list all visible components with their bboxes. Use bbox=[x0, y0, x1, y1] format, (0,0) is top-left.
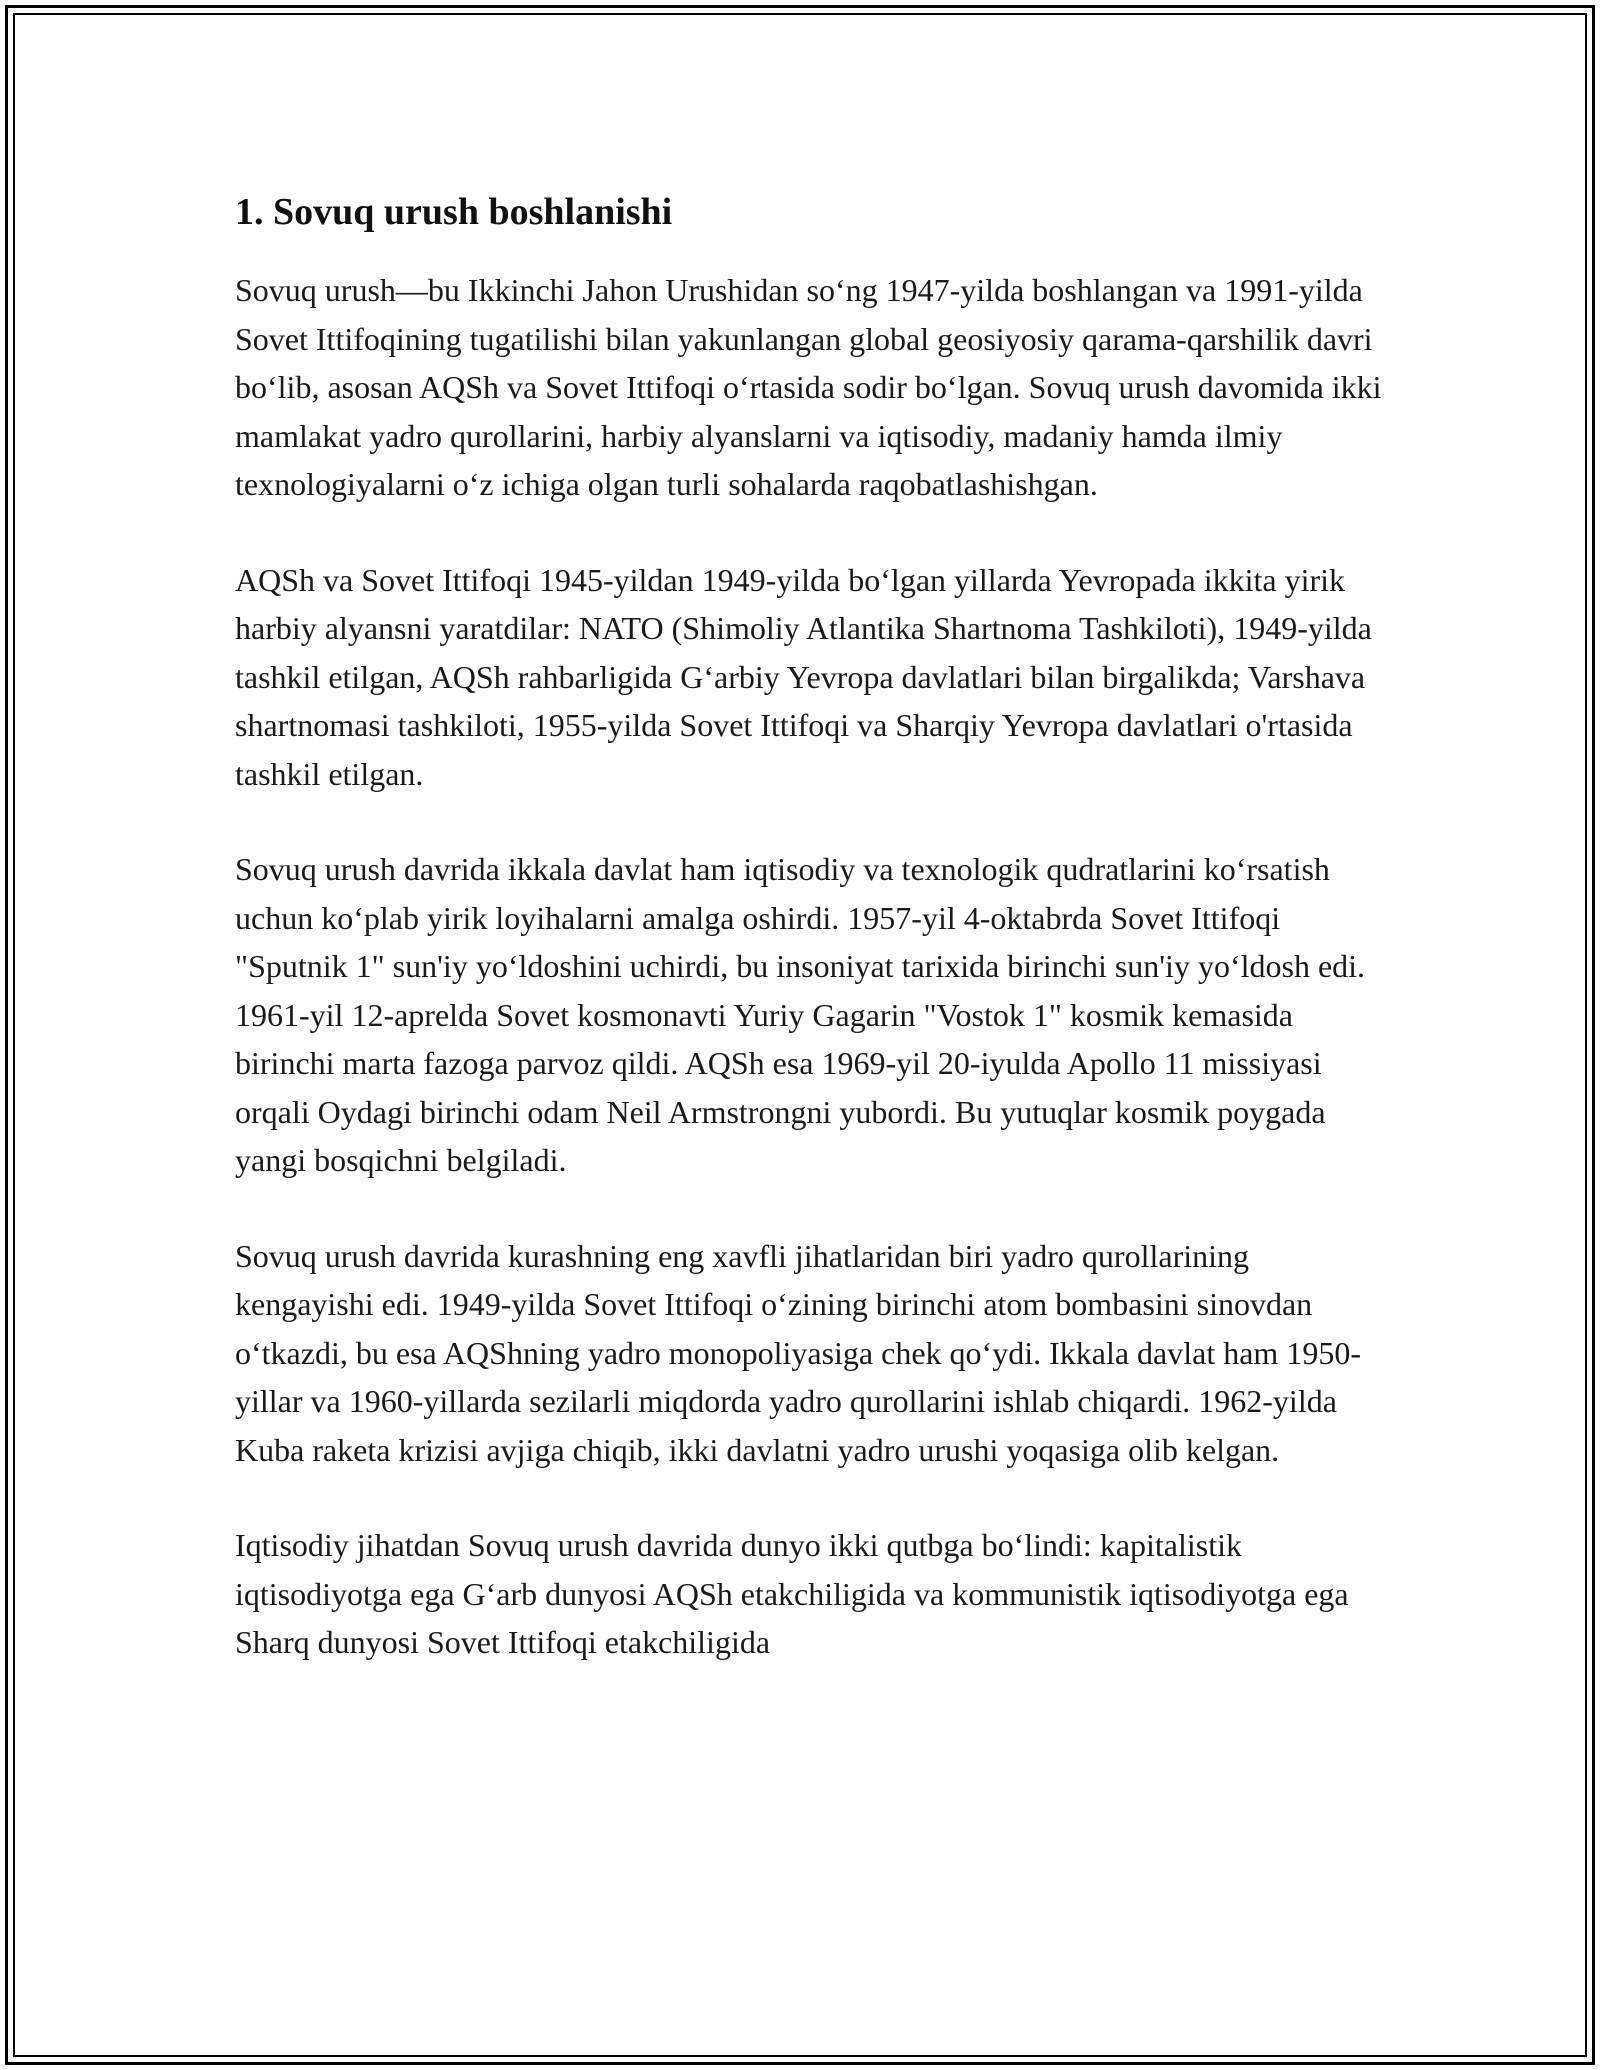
paragraph-nuclear: Sovuq urush davrida kurashning eng xavfli jihatlaridan biri yadro qurollarining kengayishi edi. 1949-yilda Sovet Ittifoqi o‘zining birinchi atom bombasini sinovdan o‘tkazdi, bu esa AQShning yadro monopoliyasiga chek qo‘ydi. Ikkala davlat ham 1950-yillar va 1960-yillarda sezilarli miqdorda yadro qurollarini ishlab chiqardi. 1962-yilda Kuba raketa krizisi avjiga chiqib, ikki davlatni yadro urushi yoqasiga olib kelgan. bbox=[235, 1237, 1361, 1468]
page-title: 1. Sovuq urush boshlanishi bbox=[235, 191, 673, 233]
paragraph-space-race: Sovuq urush davrida ikkala davlat ham iqtisodiy va texnologik qudratlarini ko‘rsatish uchun ko‘plab yirik loyihalarni amalga oshirdi. 1957-yil 4-oktabrda Sovet Ittifoqi "Sputnik 1" sun'iy yo‘ldoshini uchirdi, bu insoniyat tarixida birinchi sun'iy yo‘ldosh edi. 1961-yil 12-aprelda Sovet kosmonavti Yuriy Gagarin "Vostok 1" kosmik kemasida birinchi marta fazoga parvoz qildi. AQSh esa 1969-yil 20-iyulda Apollo 11 missiyasi orqali Oydagi birinchi odam Neil Armstrongni yubordi. Bu yutuqlar kosmik poygada yangi bosqichni belgiladi. bbox=[235, 851, 1366, 1178]
paragraph-economy: Iqtisodiy jihatdan Sovuq urush davrida dunyo ikki qutbga bo‘lindi: kapitalistik iqtisodiyotga ega G‘arb dunyosi AQSh etakchiligida va kommunistik iqtisodiyotga ega Sharq dunyosi Sovet Ittifoqi etakchiligida bbox=[235, 1527, 1349, 1660]
paragraph-intro: Sovuq urush—bu Ikkinchi Jahon Urushidan so‘ng 1947-yilda boshlangan va 1991-yilda Sovet Ittifoqining tugatilishi bilan yakunlangan global geosiyosiy qarama-qarshilik davri bo‘lib, asosan AQSh va Sovet Ittifoqi o‘rtasida sodir bo‘lgan. Sovuq urush davomida ikki mamlakat yadro qurollarini, harbiy alyanslarni va iqtisodiy, madaniy hamda ilmiy texnologiyalarni o‘z ichiga olgan turli sohalarda raqobatlashishgan. bbox=[235, 272, 1382, 502]
paragraph-alliances: AQSh va Sovet Ittifoqi 1945-yildan 1949-yilda bo‘lgan yillarda Yevropada ikkita yirik harbiy alyansni yaratdilar: NATO (Shimoliy Atlantika Shartnoma Tashkiloti), 1949-yilda tashkil etilgan, AQSh rahbarligida G‘arbiy Yevropa davlatlari bilan birgalikda; Varshava shartnomasi tashkiloti, 1955-yilda Sovet Ittifoqi va Sharqiy Yevropa davlatlari o'rtasida tashkil etilgan. bbox=[235, 561, 1372, 792]
document-body bbox=[235, 184, 1385, 1714]
